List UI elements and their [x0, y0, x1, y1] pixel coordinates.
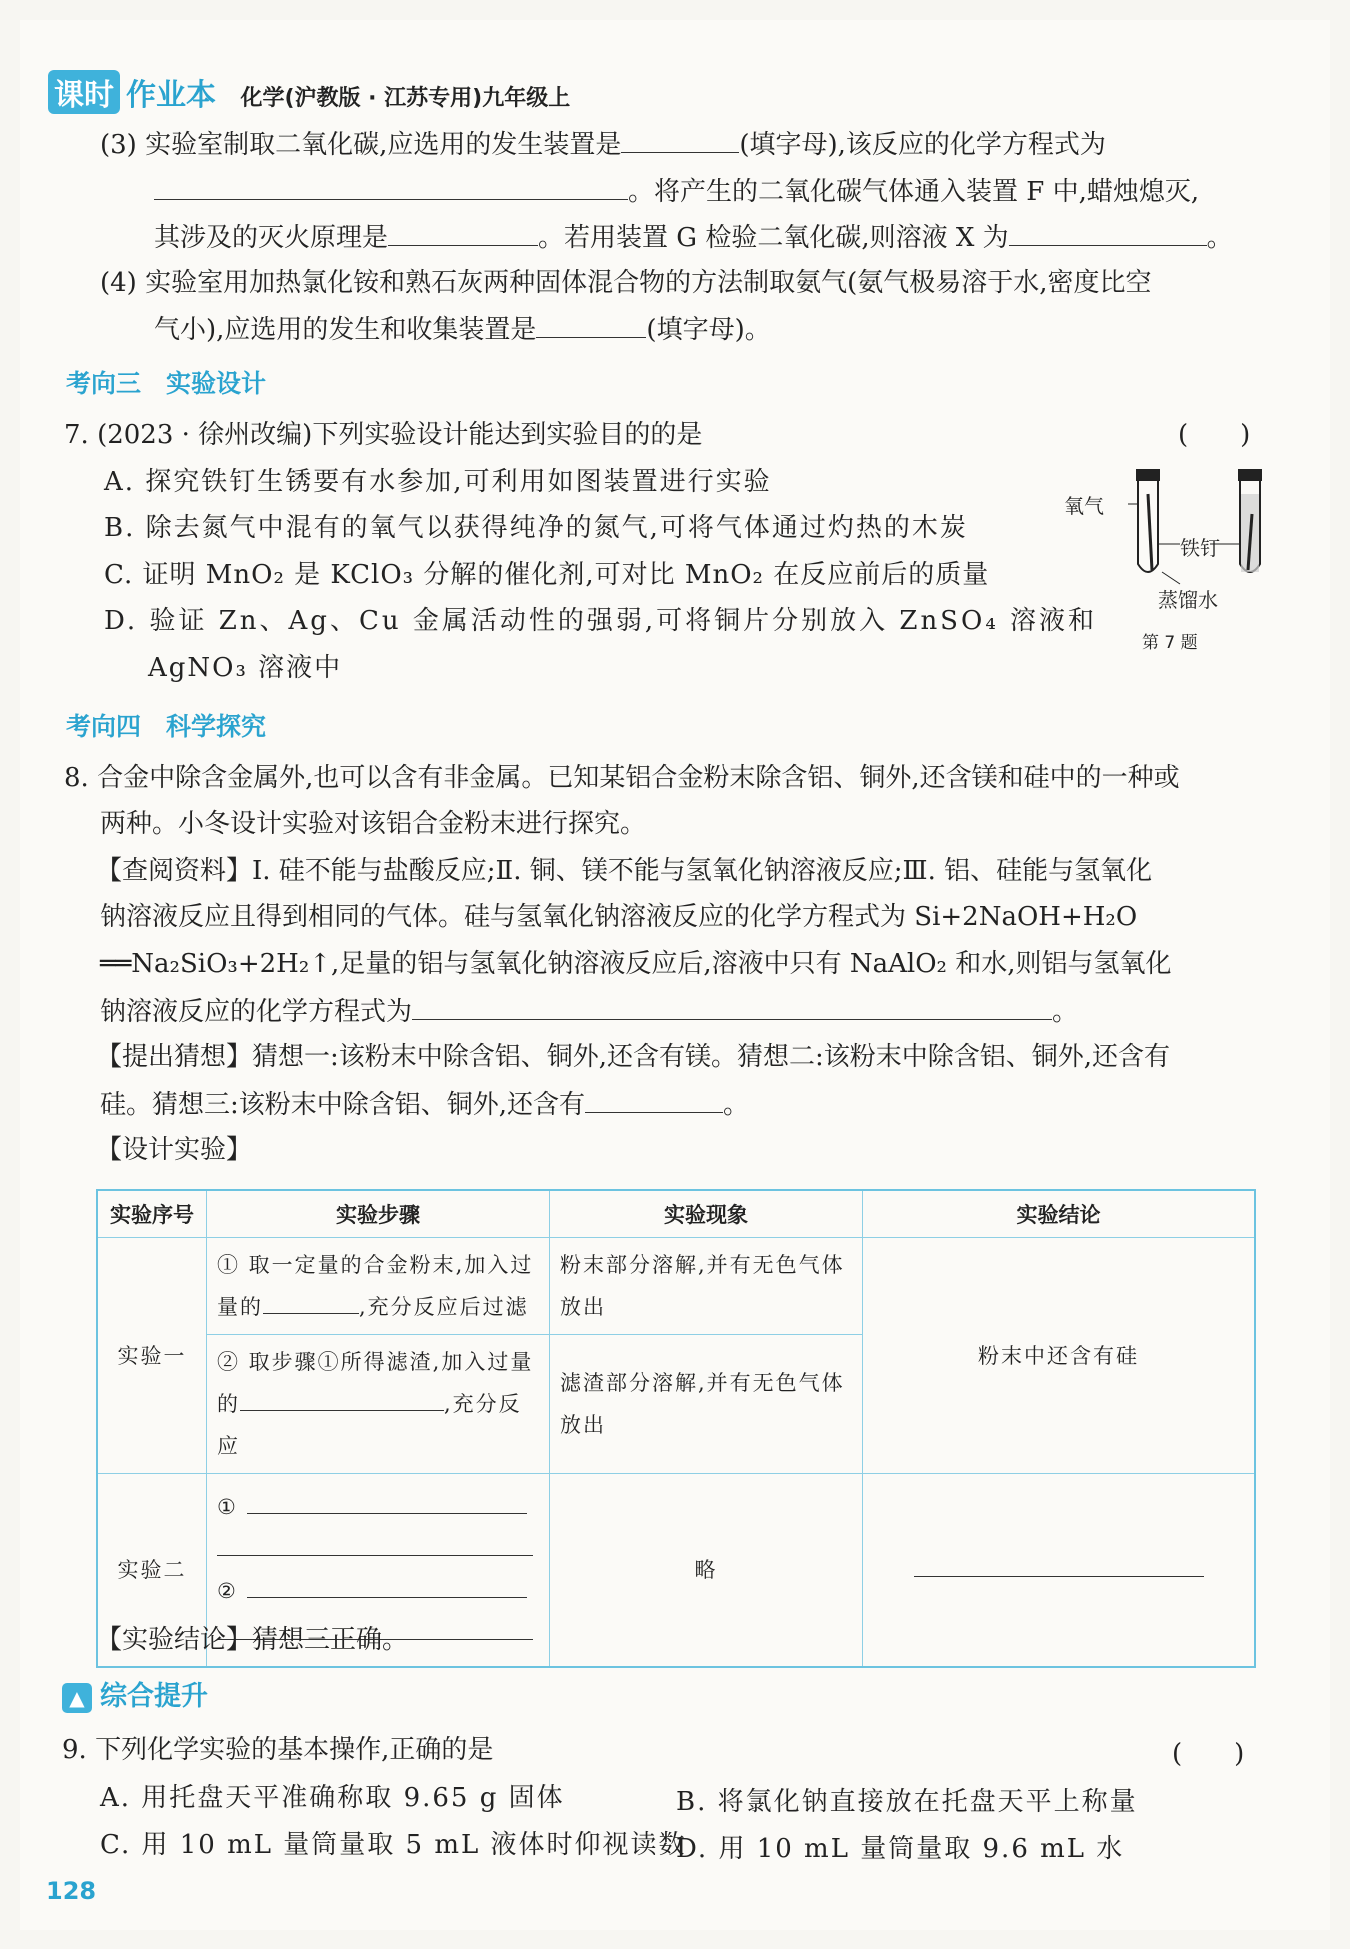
- q8-line3: 【查阅资料】Ⅰ. 硅不能与盐酸反应;Ⅱ. 铜、镁不能与氢氧化钠溶液反应;Ⅲ. 铝、硅能与氢氧化: [96, 856, 1153, 886]
- experiment-table: [96, 1189, 1256, 1668]
- section-title: 考向三 实验设计: [66, 369, 267, 398]
- exp2-step1: [217, 1486, 539, 1528]
- answer-blank[interactable]: [585, 1086, 723, 1113]
- answer-blank[interactable]: [154, 173, 628, 200]
- page-number: 128: [46, 1877, 97, 1905]
- q8-line6-a: 钠溶液反应的化学方程式为: [100, 997, 413, 1027]
- q7-answer-bracket[interactable]: ( ): [1178, 420, 1251, 450]
- q6-p3-line3-a: 其涉及的灭火原理是: [154, 223, 389, 253]
- subject-title: 化学(沪教版 · 江苏专用)九年级上: [240, 86, 571, 111]
- q9-option-a[interactable]: A. 用托盘天平准确称取 9.65 g 固体: [100, 1783, 565, 1813]
- q8-line6-b: 。: [1052, 997, 1079, 1027]
- q6-p3-line3: [154, 219, 1233, 255]
- q6-p4-line1: (4) 实验室用加热氯化铵和熟石灰两种固体混合物的方法制取氨气(氨气极易溶于水,密度比空: [100, 268, 1152, 298]
- answer-blank[interactable]: [621, 126, 739, 153]
- q9-option-c[interactable]: C. 用 10 mL 量筒量取 5 mL 液体时仰视读数: [100, 1830, 687, 1860]
- q6-p4-line2: [154, 311, 771, 347]
- q7-option-a[interactable]: A. 探究铁钉生锈要有水参加,可利用如图装置进行实验: [104, 467, 772, 497]
- q9-option-b[interactable]: B. 将氯化钠直接放在托盘天平上称量: [676, 1787, 1138, 1817]
- q6-p3-line3-c: 。: [1206, 223, 1233, 253]
- exp1-step2: [207, 1335, 550, 1474]
- section-title: 综合提升: [100, 1681, 208, 1712]
- exp1-step1-c: ,充分反应后过滤: [359, 1295, 529, 1319]
- q8-line2: 两种。小冬设计实验对该铝合金粉末进行探究。: [100, 809, 647, 839]
- exp2-step2-num: ②: [217, 1579, 238, 1603]
- q6-p4-line2-b: (填字母)。: [646, 315, 771, 345]
- exp1-label: 实验一: [97, 1238, 207, 1474]
- answer-blank[interactable]: [388, 219, 538, 246]
- q7-option-c[interactable]: C. 证明 MnO₂ 是 KClO₃ 分解的催化剂,可对比 MnO₂ 在反应前后的质量: [104, 560, 990, 590]
- q8-line8-b: 。: [723, 1090, 750, 1120]
- q9-stem: 9. 下列化学实验的基本操作,正确的是: [62, 1735, 494, 1765]
- header: [48, 70, 570, 114]
- q7-option-b[interactable]: B. 除去氮气中混有的氧气以获得纯净的氮气,可将气体通过灼热的木炭: [104, 513, 968, 543]
- exp2-label: 实验二: [97, 1474, 207, 1668]
- exp2-step1-cont: [217, 1528, 539, 1570]
- exp1-step2-a: ② 取步骤①所得滤渣,加入过量: [217, 1350, 534, 1374]
- fig-label-water: 蒸馏水: [1158, 588, 1218, 612]
- q8-design-heading: 【设计实验】: [96, 1135, 253, 1165]
- fig-caption: 第 7 题: [1142, 633, 1198, 653]
- fig-label-oxygen: 氧气: [1064, 494, 1104, 518]
- table-row: [97, 1238, 1255, 1335]
- exp1-step2-c: ,充分反应: [217, 1392, 522, 1458]
- q8-line8-a: 硅。猜想三:该粉末中除含铝、铜外,还含有: [100, 1090, 586, 1120]
- section-heading-comprehensive: [62, 1674, 208, 1713]
- exp1-conclusion: 粉末中还含有硅: [863, 1238, 1256, 1474]
- col-header: 实验结论: [863, 1190, 1256, 1238]
- answer-blank[interactable]: [263, 1291, 359, 1314]
- col-header: 实验序号: [97, 1190, 207, 1238]
- answer-blank[interactable]: [240, 1388, 444, 1411]
- answer-blank[interactable]: [247, 1491, 527, 1514]
- q7-option-d[interactable]: D. 验证 Zn、Ag、Cu 金属活动性的强弱,可将铜片分别放入 ZnSO₄ 溶液和: [104, 606, 1098, 636]
- q7-stem: 7. (2023 · 徐州改编)下列实验设计能达到实验目的的是: [64, 420, 703, 450]
- answer-blank[interactable]: [914, 1554, 1204, 1577]
- q6-p3-line2-text: 。将产生的二氧化碳气体通入装置 F 中,蜡烛熄灭,: [628, 177, 1200, 207]
- q6-p3-text: (3) 实验室制取二氧化碳,应选用的发生装置是: [100, 130, 622, 160]
- q6-p4-line2-a: 气小),应选用的发生和收集装置是: [154, 315, 537, 345]
- answer-blank[interactable]: [217, 1533, 533, 1556]
- exp1-step1: [207, 1238, 550, 1335]
- q8-conclusion: 【实验结论】猜想三正确。: [96, 1625, 409, 1655]
- exp1-step1-b-line: [217, 1286, 539, 1328]
- exp2-step2: [217, 1570, 539, 1612]
- q6-p3-line1: [100, 126, 1106, 162]
- exp1-step1-b: 量的: [217, 1295, 263, 1319]
- fig-label-nail: 铁钉: [1180, 536, 1220, 560]
- q7-option-d-cont: AgNO₃ 溶液中: [148, 653, 343, 683]
- q8-line1: 8. 合金中除含金属外,也可以含有非金属。已知某铝合金粉末除含铝、铜外,还含镁和硅中的一种或: [64, 763, 1180, 793]
- exp1-observation1: 粉末部分溶解,并有无色气体放出: [550, 1238, 863, 1335]
- q6-p3-tail: (填字母),该反应的化学方程式为: [739, 130, 1106, 160]
- q8-line7: 【提出猜想】猜想一:该粉末中除含铝、铜外,还含有镁。猜想二:该粉末中除含铝、铜外,还含有: [96, 1042, 1171, 1072]
- col-header: 实验现象: [550, 1190, 863, 1238]
- col-header: 实验步骤: [207, 1190, 550, 1238]
- answer-blank[interactable]: [412, 993, 1052, 1020]
- answer-blank[interactable]: [247, 1575, 527, 1598]
- q6-p3-line3-b: 。若用装置 G 检验二氧化碳,则溶液 X 为: [538, 223, 1009, 253]
- exp1-observation2: 滤渣部分溶解,并有无色气体放出: [550, 1335, 863, 1474]
- q9-answer-bracket[interactable]: ( ): [1172, 1739, 1245, 1769]
- q8-line4: 钠溶液反应且得到相同的气体。硅与氢氧化钠溶液反应的化学方程式为 Si+2NaOH+H₂O: [100, 902, 1138, 932]
- q8-line5: ══Na₂SiO₃+2H₂↑,足量的铝与氢氧化钠溶液反应后,溶液中只有 NaAlO₂ 和水,则铝与氢氧化: [100, 949, 1172, 979]
- q8-line8: [100, 1086, 749, 1122]
- exp1-step1-a: ① 取一定量的合金粉末,加入过: [217, 1253, 534, 1277]
- exp1-step2-b: 的: [217, 1392, 240, 1416]
- exp2-conclusion: [863, 1474, 1256, 1668]
- exp2-step1-num: ①: [217, 1495, 238, 1519]
- logo: 课时: [48, 70, 120, 114]
- q9-option-d[interactable]: D. 用 10 mL 量筒量取 9.6 mL 水: [676, 1834, 1125, 1864]
- thumb-icon: ▲: [62, 1683, 92, 1713]
- series-title: 作业本: [126, 78, 216, 113]
- table-header-row: [97, 1190, 1255, 1238]
- answer-blank[interactable]: [1009, 219, 1207, 246]
- q8-line6: [100, 993, 1078, 1029]
- answer-blank[interactable]: [536, 311, 646, 338]
- exp2-observation: 略: [550, 1474, 863, 1668]
- nail-icon: [1148, 494, 1152, 570]
- section-title: 考向四 科学探究: [66, 712, 267, 741]
- exp1-step2-b-line: [217, 1383, 539, 1467]
- q6-p3-line2: [154, 173, 1199, 209]
